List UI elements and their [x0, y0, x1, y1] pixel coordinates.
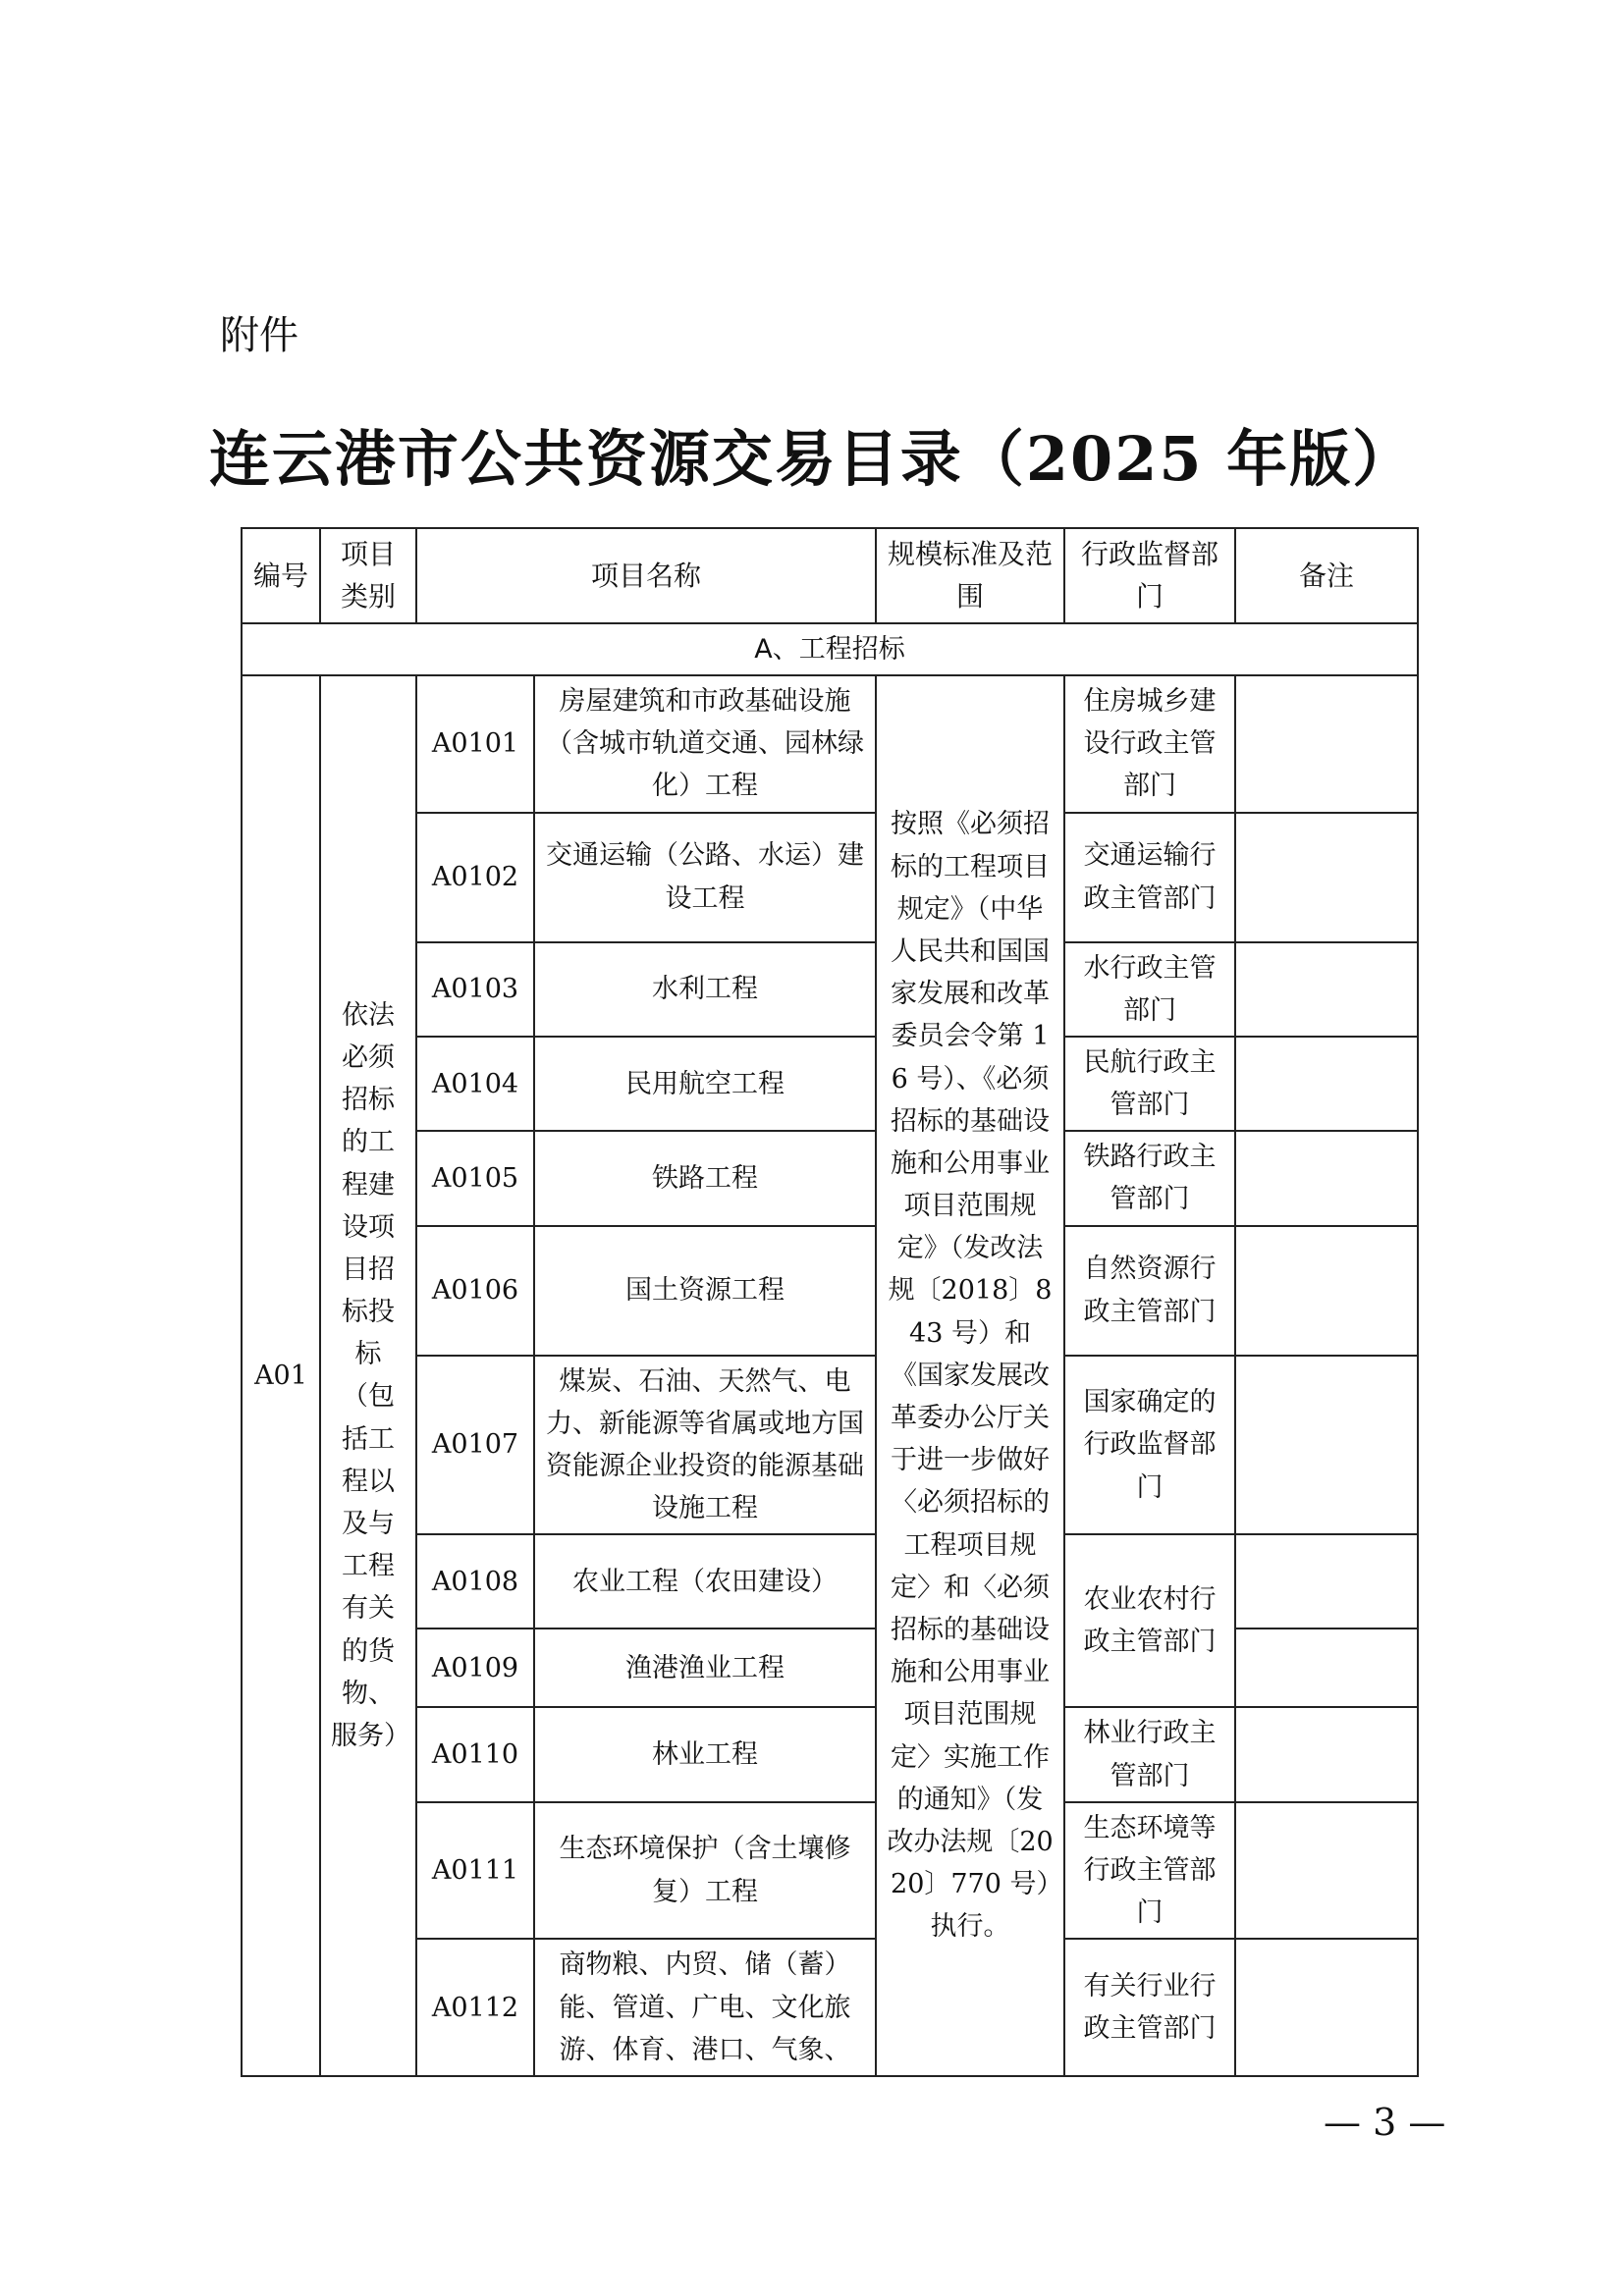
- header-remark: 备注: [1235, 528, 1418, 623]
- item-remark: [1235, 1939, 1418, 2076]
- item-remark: [1235, 942, 1418, 1037]
- item-remark: [1235, 1356, 1418, 1535]
- table-row: [242, 1939, 1418, 2076]
- table-row: [242, 1534, 1418, 1629]
- item-name: 铁路工程: [534, 1131, 876, 1225]
- item-name: 民用航空工程: [534, 1037, 876, 1131]
- item-name: 国土资源工程: [534, 1226, 876, 1356]
- group-category: 依法必须招标的工程建设项目招标投标（包括工程以及与工程有关的货物、服务）: [320, 675, 416, 2076]
- item-code: A0111: [416, 1802, 534, 1940]
- header-category: 项目类别: [320, 528, 416, 623]
- header-scope: 规模标准及范围: [876, 528, 1064, 623]
- item-name: 农业工程（农田建设）: [534, 1534, 876, 1629]
- item-remark: [1235, 675, 1418, 813]
- item-code: A0107: [416, 1356, 534, 1535]
- table-row: [242, 1131, 1418, 1225]
- item-dept: 交通运输行政主管部门: [1064, 813, 1235, 942]
- item-dept: 农业农村行政主管部门: [1064, 1534, 1235, 1707]
- page-title: 连云港市公共资源交易目录（2025 年版）: [208, 423, 1416, 495]
- item-remark: [1235, 1707, 1418, 1801]
- item-dept: 生态环境等行政主管部门: [1064, 1802, 1235, 1940]
- item-code: A0106: [416, 1226, 534, 1356]
- item-name: 生态环境保护（含土壤修复）工程: [534, 1802, 876, 1940]
- header-row: [242, 528, 1418, 623]
- table-row: [242, 1037, 1418, 1131]
- item-code: A0110: [416, 1707, 534, 1801]
- item-code: A0104: [416, 1037, 534, 1131]
- table-row: [242, 675, 1418, 813]
- scope-text: 按照《必须招标的工程项目规定》（中华人民共和国国家发展和改革委员会令第 16 号）、《必须招标的基础设施和公用事业项目范围规定》（发改法规〔2018〕843 号）和《国家发展改革委办公厅关于进一步做好〈必须招标的工程项目规定〉和〈必须招标的基础设施和公用事业项目范围规定〉实施工作的通知》（发改办法规〔2020〕770 号）执行。: [876, 675, 1064, 2076]
- item-dept: 民航行政主管部门: [1064, 1037, 1235, 1131]
- attachment-label: 附件: [220, 313, 298, 358]
- item-dept: 水行政主管部门: [1064, 942, 1235, 1037]
- item-dept: 林业行政主管部门: [1064, 1707, 1235, 1801]
- item-dept: 住房城乡建设行政主管部门: [1064, 675, 1235, 813]
- header-name: 项目名称: [416, 528, 876, 623]
- item-remark: [1235, 813, 1418, 942]
- table-row: [242, 1226, 1418, 1356]
- item-name: 房屋建筑和市政基础设施（含城市轨道交通、园林绿化）工程: [534, 675, 876, 813]
- item-name: 交通运输（公路、水运）建设工程: [534, 813, 876, 942]
- item-remark: [1235, 1131, 1418, 1225]
- header-dept: 行政监督部门: [1064, 528, 1235, 623]
- item-remark: [1235, 1226, 1418, 1356]
- item-name: 渔港渔业工程: [534, 1629, 876, 1707]
- table-row: [242, 1707, 1418, 1801]
- group-code: A01: [242, 675, 320, 2076]
- item-remark: [1235, 1534, 1418, 1629]
- item-name: 煤炭、石油、天然气、电力、新能源等省属或地方国资能源企业投资的能源基础设施工程: [534, 1356, 876, 1535]
- table-row: [242, 813, 1418, 942]
- item-dept: 自然资源行政主管部门: [1064, 1226, 1235, 1356]
- item-remark: [1235, 1802, 1418, 1940]
- table-row: [242, 1629, 1418, 1707]
- item-code: A0102: [416, 813, 534, 942]
- table-row: [242, 1356, 1418, 1535]
- page-number: — 3 —: [1324, 2101, 1446, 2144]
- catalog-table: [241, 527, 1419, 2077]
- item-code: A0109: [416, 1629, 534, 1707]
- item-code: A0101: [416, 675, 534, 813]
- item-code: A0105: [416, 1131, 534, 1225]
- section-row: [242, 623, 1418, 675]
- item-code: A0103: [416, 942, 534, 1037]
- item-remark: [1235, 1037, 1418, 1131]
- item-name: 水利工程: [534, 942, 876, 1037]
- item-name: 商物粮、内贸、储（蓄）能、管道、广电、文化旅游、体育、港口、气象、: [534, 1939, 876, 2076]
- item-code: A0108: [416, 1534, 534, 1629]
- item-dept: 国家确定的行政监督部门: [1064, 1356, 1235, 1535]
- table-row: [242, 1802, 1418, 1940]
- item-dept: 有关行业行政主管部门: [1064, 1939, 1235, 2076]
- item-code: A0112: [416, 1939, 534, 2076]
- section-label: A、工程招标: [242, 623, 1418, 675]
- item-name: 林业工程: [534, 1707, 876, 1801]
- header-code: 编号: [242, 528, 320, 623]
- item-dept: 铁路行政主管部门: [1064, 1131, 1235, 1225]
- item-remark: [1235, 1629, 1418, 1707]
- table-row: [242, 942, 1418, 1037]
